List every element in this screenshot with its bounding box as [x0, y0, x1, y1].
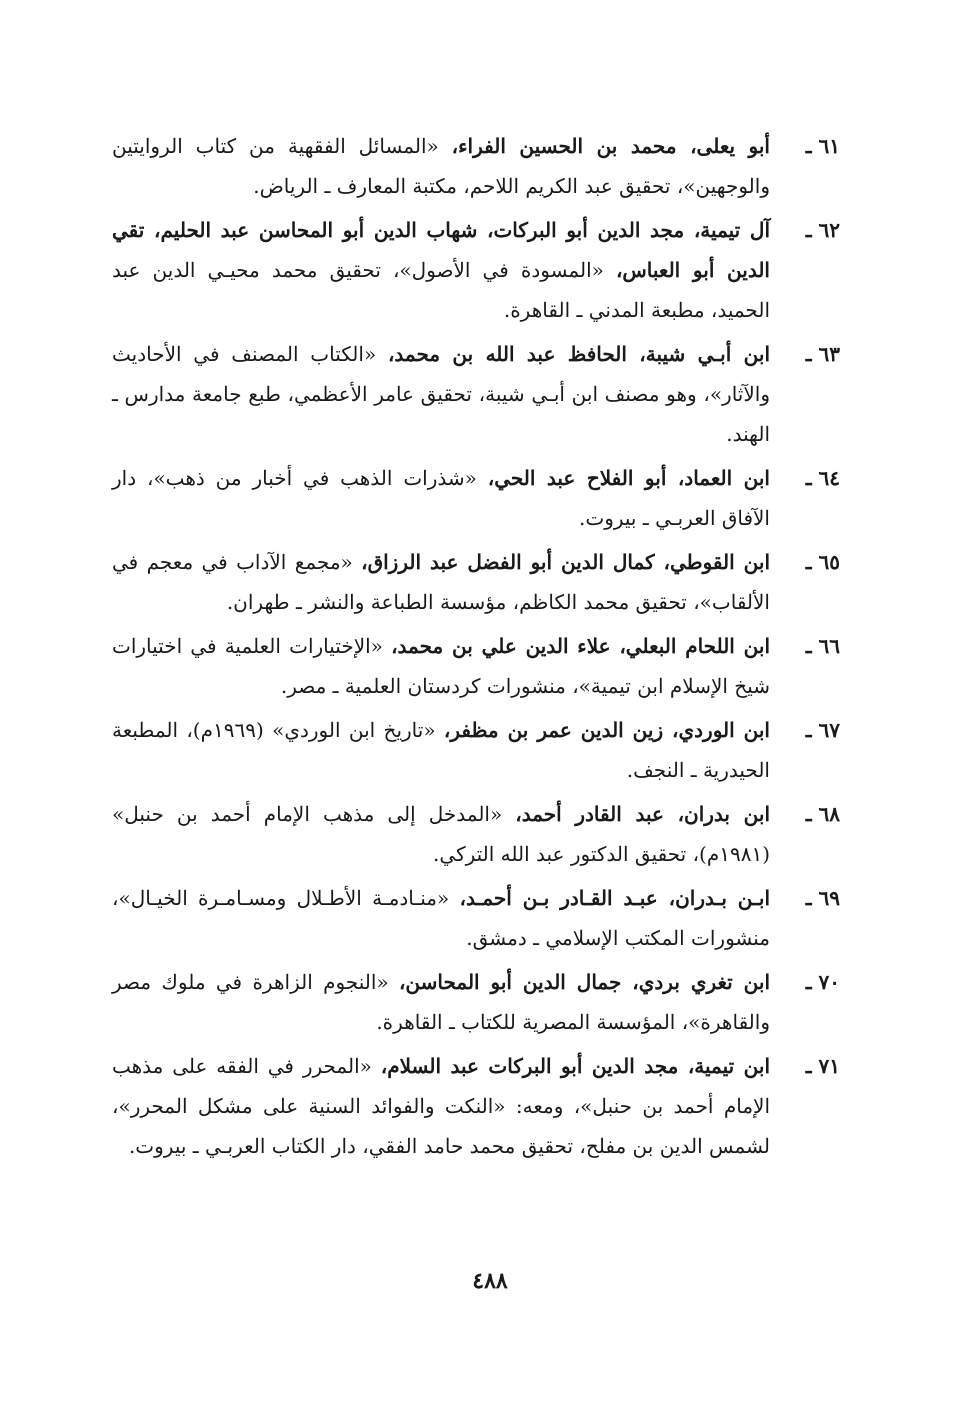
reference-details: «المدخل إلى مذهب الإمام أحمد بن حنبل» (١٩٨١م)، تحقيق الدكتور عبد الله التركي. [112, 802, 770, 866]
reference-author: ابن تغري بردي، جمال الدين أبو المحاسن، [398, 970, 771, 994]
reference-number: ٦١ ـ [805, 134, 840, 158]
reference-number: ٧٠ ـ [805, 970, 840, 994]
reference-entry [112, 458, 840, 538]
reference-number: ٦٧ ـ [805, 718, 840, 742]
reference-details: «المسائل الفقهية من كتاب الروايتين والوجهين»، تحقيق عبد الكريم اللاحم، مكتبة المعارف ـ الرياض. [112, 134, 770, 198]
reference-details: «المحرر في الفقه على مذهب الإمام أحمد بن حنبل»، ومعه: «النكت والفوائد السنية على مشكل المحرر»، لشمس الدين بن مفلح، تحقيق محمد حامد الفقي، دار الكتاب العربـي ـ بيروت. [112, 1054, 770, 1158]
reference-entry [112, 126, 840, 206]
reference-entry [112, 542, 840, 622]
reference-details: «مجمع الآداب في معجم في الألقاب»، تحقيق محمد الكاظم، مؤسسة الطباعة والنشر ـ طهران. [112, 550, 770, 614]
reference-details: «الإختيارات العلمية في اختيارات شيخ الإسلام ابن تيمية»، منشورات كردستان العلمية ـ مصر. [112, 634, 770, 698]
reference-entry [112, 878, 840, 958]
page-number: ٤٨٨ [472, 1268, 508, 1294]
reference-number: ٦٢ ـ [805, 218, 840, 242]
reference-number: ٦٨ ـ [805, 802, 840, 826]
reference-entry [112, 962, 840, 1042]
reference-author: ابن العماد، أبو الفلاح عبد الحي، [487, 466, 770, 490]
reference-author: ابن أبـي شيبة، الحافظ عبد الله بن محمد، [387, 342, 770, 366]
reference-number: ٦٥ ـ [805, 550, 840, 574]
reference-number: ٦٤ ـ [805, 466, 840, 490]
reference-details: «شذرات الذهب في أخبار من ذهب»، دار الآفاق العربـي ـ بيروت. [112, 466, 770, 530]
reference-details: «تاريخ ابن الوردي» (١٩٦٩م)، المطبعة الحيدرية ـ النجف. [112, 718, 770, 782]
reference-details: «المسودة في الأصول»، تحقيق محمد محيـي الدين عبد الحميد، مطبعة المدني ـ القاهرة. [112, 258, 770, 322]
reference-author: ابن تيمية، مجد الدين أبو البركات عبد السلام، [380, 1054, 770, 1078]
reference-entry [112, 710, 840, 790]
reference-author: أبو يعلى، محمد بن الحسين الفراء، [451, 134, 770, 158]
reference-entry [112, 626, 840, 706]
reference-entry [112, 794, 840, 874]
reference-details: «النجوم الزاهرة في ملوك مصر والقاهرة»، المؤسسة المصرية للكتاب ـ القاهرة. [112, 970, 770, 1034]
reference-number: ٧١ ـ [805, 1054, 840, 1078]
reference-author: ابـن بـدران، عبـد القـادر بـن أحمـد، [459, 886, 771, 910]
reference-details: «منـادمـة الأطـلال ومسـامـرة الخيـال»، منشورات المكتب الإسلامي ـ دمشق. [112, 886, 770, 950]
reference-author: ابن بدران، عبد القادر أحمد، [515, 802, 771, 826]
reference-author: ابن اللحام البعلي، علاء الدين علي بن محمد، [391, 634, 770, 658]
reference-number: ٦٩ ـ [805, 886, 840, 910]
reference-author: ابن الوردي، زين الدين عمر بن مظفر، [443, 718, 770, 742]
reference-number: ٦٦ ـ [805, 634, 840, 658]
reference-entry [112, 1046, 840, 1166]
reference-entry [112, 210, 840, 330]
reference-number: ٦٣ ـ [805, 342, 840, 366]
reference-details: «الكتاب المصنف في الأحاديث والآثار»، وهو مصنف ابن أبـي شيبة، تحقيق عامر الأعظمي، طبع جامعة مدارس ـ الهند. [112, 342, 770, 446]
reference-author: آل تيمية، مجد الدين أبو البركات، شهاب الدين أبو المحاسن عبد الحليم، تقي الدين أبو العباس، [112, 218, 770, 282]
bibliography-list [112, 126, 840, 1170]
reference-author: ابن القوطي، كمال الدين أبو الفضل عبد الرزاق، [361, 550, 771, 574]
reference-entry [112, 334, 840, 454]
